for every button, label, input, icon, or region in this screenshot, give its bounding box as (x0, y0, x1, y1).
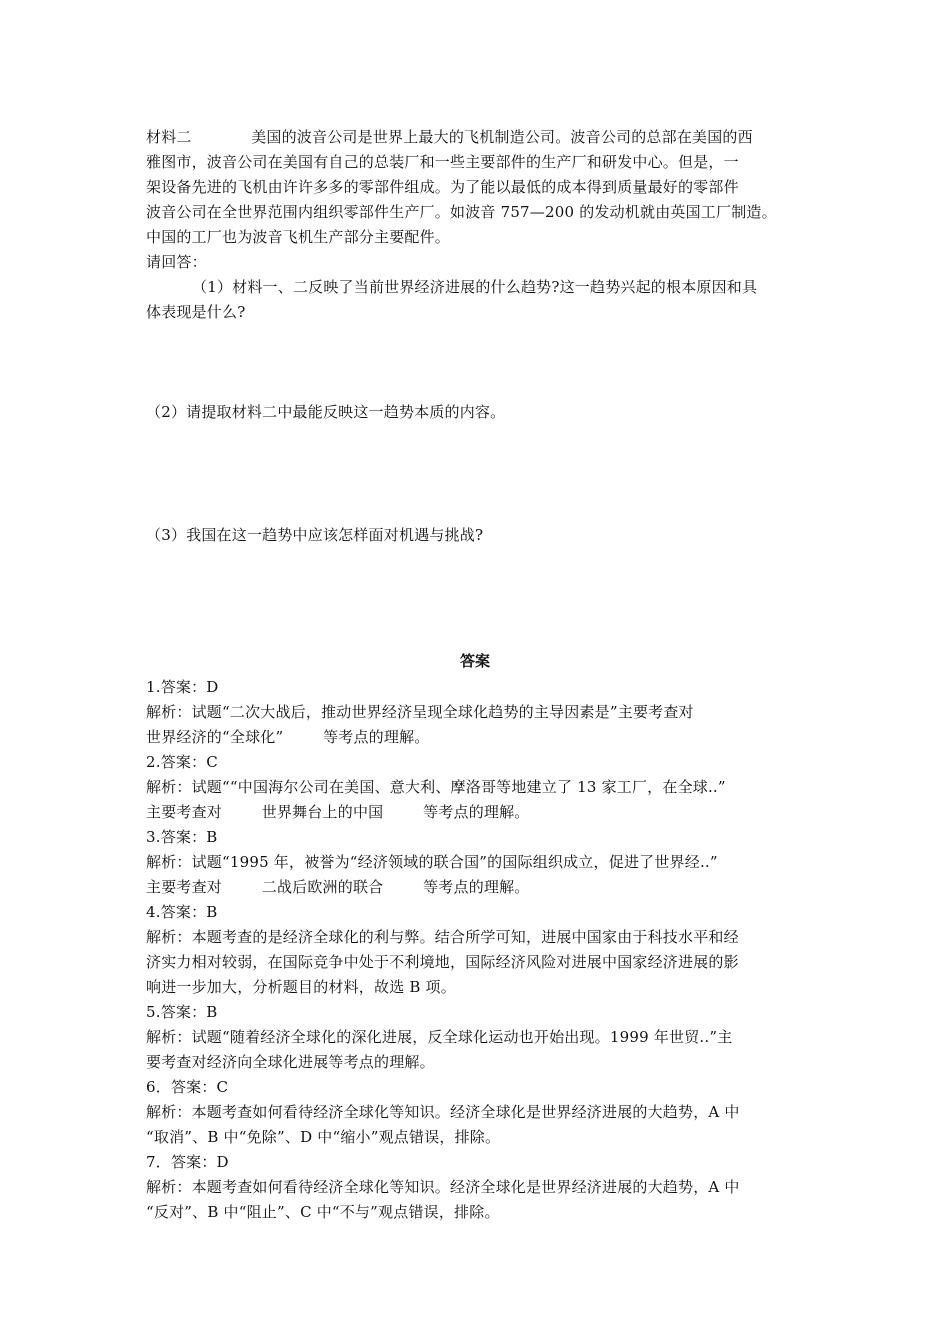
answer-line: 7．答案：D (146, 1153, 229, 1171)
answer-line: 解析：试题““中国海尔公司在美国、意大利、摩洛哥等地建立了 13 家工厂，在全球..” (146, 778, 726, 796)
answer-line: 济实力相对较弱，在国际竞争中处于不利境地，国际经济风险对进展中国家经济进展的影 (146, 953, 739, 971)
answer-line: 解析：本题考查如何看待经济全球化等知识。经济全球化是世界经济进展的大趋势，A 中 (146, 1103, 740, 1121)
answer-line: 世界经济的“全球化” 等考点的理解。 (146, 728, 430, 746)
material2-line: 中国的工厂也为波音飞机生产部分主要配件。 (146, 228, 451, 246)
answer-line: 主要考查对 二战后欧洲的联合 等考点的理解。 (146, 878, 530, 896)
answer-line: 1.答案：D (146, 678, 219, 696)
answer-line: “反对”、B 中“阻止”、C 中“不与”观点错误，排除。 (146, 1203, 500, 1221)
answer-line: 主要考查对 世界舞台上的中国 等考点的理解。 (146, 803, 530, 821)
question-3: （3）我国在这一趋势中应该怎样面对机遇与挑战? (146, 526, 484, 544)
answer-line: 要考查对经济向全球化进展等考点的理解。 (146, 1053, 435, 1071)
answer-line: 6．答案：C (146, 1078, 229, 1096)
question-2: （2）请提取材料二中最能反映这一趋势本质的内容。 (146, 403, 506, 421)
answers-title: 答案 (459, 652, 490, 670)
material2-line: 雅图市，波音公司在美国有自己的总装厂和一些主要部件的生产厂和研发中心。但是，一 (146, 153, 739, 171)
material2-line: 架设备先进的飞机由许许多多的零部件组成。为了能以最低的成本得到质量最好的零部件 (146, 178, 739, 196)
answer-line: 4.答案：B (146, 903, 218, 921)
material2-line: 材料二 美国的波音公司是世界上最大的飞机制造公司。波音公司的总部在美国的西 (146, 128, 753, 146)
answer-line: 5.答案：B (146, 1003, 218, 1021)
question-1: （1）材料一、二反映了当前世界经济进展的什么趋势?这一趋势兴起的根本原因和具 (192, 278, 758, 296)
answer-line: 解析：试题“随着经济全球化的深化进展，反全球化运动也开始出现。1999 年世贸..”主 (146, 1028, 733, 1046)
question-1-continued: 体表现是什么? (146, 303, 246, 321)
answer-line: 2.答案：C (146, 753, 218, 771)
answer-line: 3.答案：B (146, 828, 218, 846)
material2-line: 波音公司在全世界范围内组织零部件生产厂。如波音 757—200 的发动机就由英国工厂制造。 (146, 203, 777, 221)
answer-line: 解析：本题考查如何看待经济全球化等知识。经济全球化是世界经济进展的大趋势，A 中 (146, 1178, 740, 1196)
answer-line: 响进一步加大，分析题目的材料，故选 B 项。 (146, 978, 456, 996)
questions-prompt: 请回答： (146, 253, 207, 271)
answer-line: “取消”、B 中“免除”、D 中“缩小”观点错误，排除。 (146, 1128, 501, 1146)
answer-line: 解析：本题考查的是经济全球化的利与弊。结合所学可知，进展中国家由于科技水平和经 (146, 928, 739, 946)
answer-line: 解析：试题“二次大战后，推动世界经济呈现全球化趋势的主导因素是”主要考查对 (146, 703, 694, 721)
answer-line: 解析：试题“1995 年，被誉为“经济领域的联合国”的国际组织成立，促进了世界经..” (146, 853, 718, 871)
